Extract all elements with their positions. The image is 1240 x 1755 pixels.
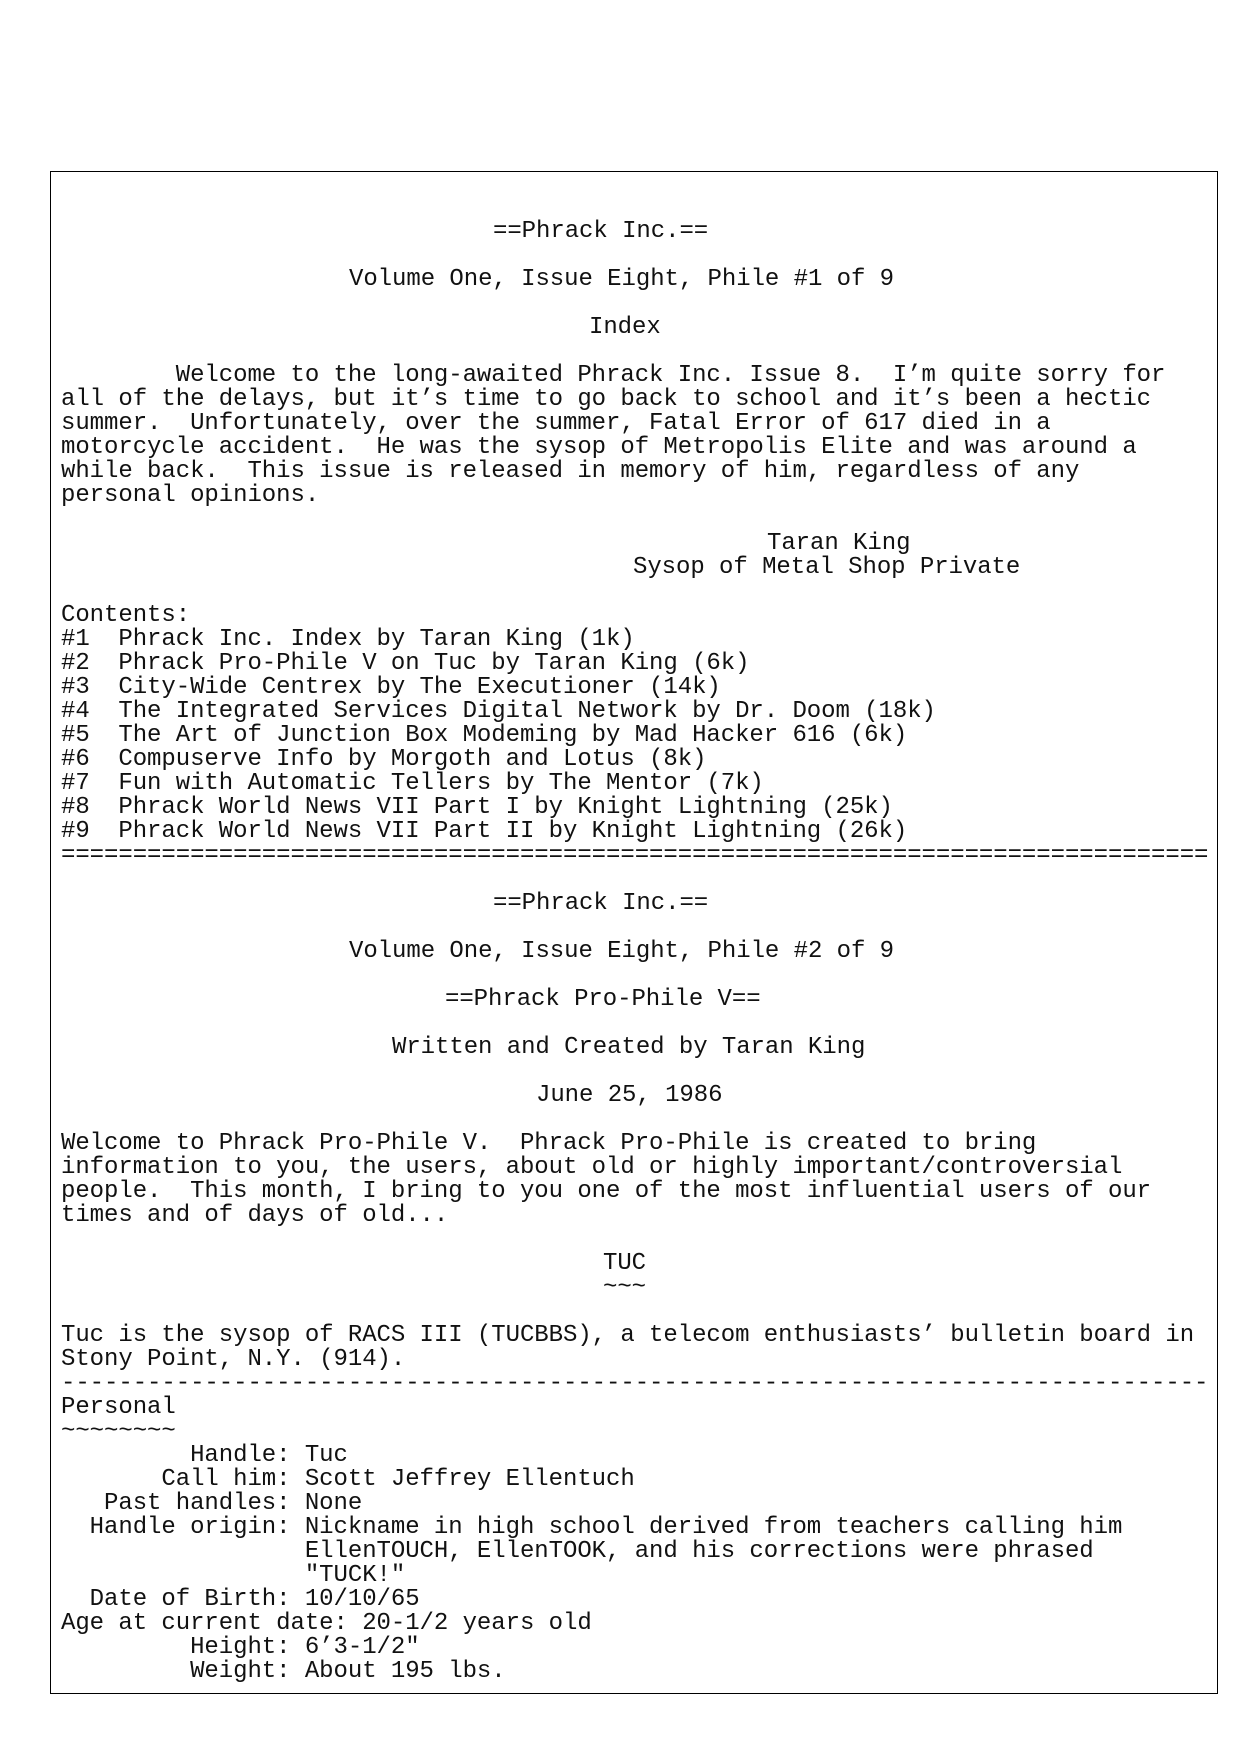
personal-field: Weight: About 195 lbs. — [61, 1658, 506, 1685]
contents-item: #1 Phrack Inc. Index by Taran King (1k) — [61, 626, 635, 653]
contents-item: #8 Phrack World News VII Part I by Knight Lightning (25k) — [61, 794, 893, 821]
contents-item: #9 Phrack World News VII Part II by Knight Lightning (26k) — [61, 818, 908, 845]
personal-field: Date of Birth: 10/10/65 — [61, 1586, 420, 1613]
volume-line-1: Volume One, Issue Eight, Phile #1 of 9 — [349, 266, 895, 293]
personal-field: "TUCK!" — [61, 1562, 406, 1589]
personal-field: Call him: Scott Jeffrey Ellentuch — [61, 1466, 635, 1493]
contents-heading: Contents: — [61, 602, 191, 629]
personal-heading: Personal — [61, 1394, 176, 1421]
prophile-title: ==Phrack Pro-Phile V== — [445, 986, 761, 1013]
personal-field: Past handles: None — [61, 1490, 363, 1517]
intro-line: Welcome to the long-awaited Phrack Inc. Issue 8. I’m quite sorry for — [61, 362, 1166, 389]
intro-line: all of the delays, but it’s time to go back to school and it’s been a hectic — [61, 386, 1152, 413]
subject-description: Tuc is the sysop of RACS III (TUCBBS), a telecom enthusiasts’ bulletin board in — [61, 1322, 1195, 1349]
contents-item: #4 The Integrated Services Digital Network by Dr. Doom (18k) — [61, 698, 936, 725]
signature-title: Sysop of Metal Shop Private — [633, 554, 1021, 581]
prophile-intro-line: information to you, the users, about old or highly important/controversial — [61, 1154, 1123, 1181]
contents-item: #5 The Art of Junction Box Modeming by Mad Hacker 616 (6k) — [61, 722, 908, 749]
personal-field: Age at current date: 20-1/2 years old — [61, 1610, 592, 1637]
volume-line-2: Volume One, Issue Eight, Phile #2 of 9 — [349, 938, 895, 965]
date: June 25, 1986 — [536, 1082, 723, 1109]
subject-underline: ~~~ — [603, 1274, 647, 1301]
phrack-text-document — [61, 220, 1208, 1684]
contents-item: #7 Fun with Automatic Tellers by The Mentor (7k) — [61, 770, 764, 797]
masthead-2: ==Phrack Inc.== — [493, 890, 709, 917]
personal-field: Height: 6’3-1/2" — [61, 1634, 420, 1661]
personal-field: Handle: Tuc — [61, 1442, 348, 1469]
intro-line: personal opinions. — [61, 482, 320, 509]
prophile-intro-line: Welcome to Phrack Pro-Phile V. Phrack Pro-Phile is created to bring — [61, 1130, 1037, 1157]
personal-underline: ~~~~~~~~ — [61, 1418, 176, 1445]
prophile-intro-line: people. This month, I bring to you one of the most influential users of our — [61, 1178, 1152, 1205]
contents-item: #3 City-Wide Centrex by The Executioner (14k) — [61, 674, 721, 701]
signature-name: Taran King — [767, 530, 911, 557]
byline: Written and Created by Taran King — [392, 1034, 866, 1061]
section-divider: -------------------------------------------------------------------------------- — [61, 1372, 1209, 1396]
subject-description: Stony Point, N.Y. (914). — [61, 1346, 406, 1373]
contents-item: #6 Compuserve Info by Morgoth and Lotus (8k) — [61, 746, 707, 773]
intro-line: summer. Unfortunately, over the summer, Fatal Error of 617 died in a — [61, 410, 1051, 437]
masthead-1: ==Phrack Inc.== — [493, 218, 709, 245]
personal-field: EllenTOUCH, EllenTOOK, and his corrections were phrased — [61, 1538, 1094, 1565]
section-title-index: Index — [589, 314, 661, 341]
prophile-intro-line: times and of days of old... — [61, 1202, 449, 1229]
personal-field: Handle origin: Nickname in high school derived from teachers calling him — [61, 1514, 1123, 1541]
intro-line: while back. This issue is released in memory of him, regardless of any — [61, 458, 1080, 485]
intro-line: motorcycle accident. He was the sysop of Metropolis Elite and was around a — [61, 434, 1137, 461]
phile-separator: ================================================================================ — [61, 844, 1209, 868]
subject-name: TUC — [603, 1250, 647, 1277]
document-frame — [50, 171, 1218, 1694]
contents-item: #2 Phrack Pro-Phile V on Tuc by Taran King (6k) — [61, 650, 750, 677]
